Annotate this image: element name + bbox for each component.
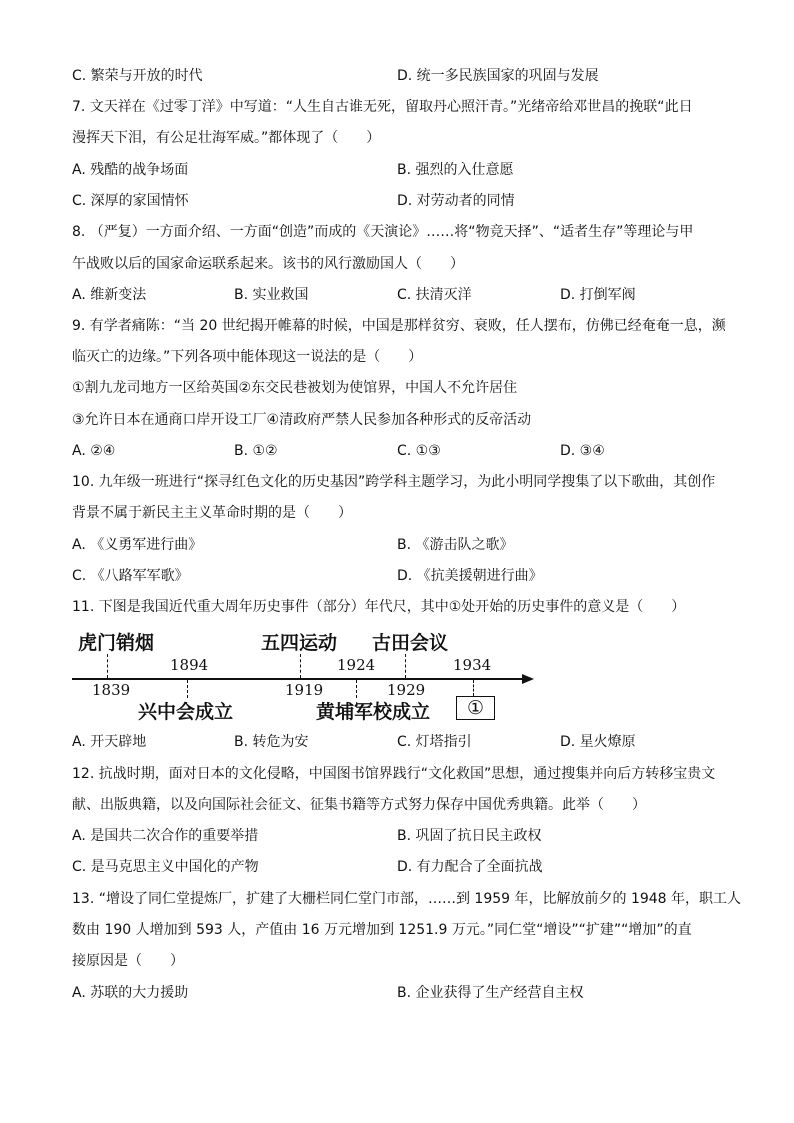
q11-option-c: C. 灯塔指引 [397,734,472,750]
q9-stem-line1: 9. 有学者痛陈：“当 20 世纪揭开帷幕的时候，中国是那样贫穷、衰败，任人摆布，仿佛已经奄奄一息，濒 [72,318,726,334]
timeline-event-gutian: 古田会议 [372,632,449,654]
q7-stem-line1: 7. 文天祥在《过零丁洋》中写道：“人生自古谁无死，留取丹心照汗青。”光绪帝给邓世昌的挽联“此日 [72,99,693,115]
q10-stem-line2: 背景不属于新民主主义革命时期的是（ ） [72,505,352,521]
timeline-axis [72,678,526,680]
q12-option-a: A. 是国共二次合作的重要举措 [72,828,259,844]
q13-option-a: A. 苏联的大力援助 [72,985,189,1001]
q7-stem-line2: 漫挥天下泪，有公足壮海军威。”都体现了（ ） [72,130,381,146]
q13-stem-line1: 13. “增设了同仁堂提炼厂，扩建了大栅栏同仁堂门市部，……到 1959 年，比解放前夕的 1948 年，职工人 [72,891,742,907]
timeline-tick-1839 [107,654,108,678]
q7-option-b: B. 强烈的入仕意愿 [397,162,514,178]
q10-stem-line1: 10. 九年级一班进行“探寻红色文化的历史基因”跨学科主题学习，为此小明同学搜集了以下歌曲，其创作 [72,474,716,490]
q12-stem-line1: 12. 抗战时期，面对日本的文化侵略，中国图书馆界践行“文化救国”思想，通过搜集并向后方转移宝贵文 [72,766,716,782]
q8-option-c: C. 扶清灭洋 [397,287,472,303]
q11-option-d: D. 星火燎原 [560,734,636,750]
q12-option-c: C. 是马克思主义中国化的产物 [72,859,259,875]
timeline-year-1934: 1934 [453,656,492,674]
q8-option-d: D. 打倒军阀 [560,287,636,303]
q9-option-d: D. ③④ [560,443,605,459]
q11-option-b: B. 转危为安 [234,734,309,750]
timeline-tick-1894 [187,680,188,698]
q9-stem-line2: 临灭亡的边缘。”下列各项中能体现这一说法的是（ ） [72,349,423,365]
timeline-year-1894: 1894 [170,656,209,674]
timeline-year-1924: 1924 [337,656,376,674]
q7-option-a: A. 残酷的战争场面 [72,162,189,178]
q12-stem-line2: 献、出版典籍，以及向国际社会征文、征集书籍等方式努力保存中国优秀典籍。此举（ ） [72,797,646,813]
q9-option-a: A. ②④ [72,443,116,459]
q13-stem-line2: 数由 190 人增加到 593 人，产值由 16 万元增加到 1251.9 万元。”同仁堂“增设”“扩建”“增加”的直 [72,922,692,938]
q12-option-d: D. 有力配合了全面抗战 [397,859,543,875]
timeline-tick-1929 [405,654,406,678]
q12-option-b: B. 巩固了抗日民主政权 [397,828,542,844]
timeline-blank-box: ① [456,696,495,720]
q13-option-b: B. 企业获得了生产经营自主权 [397,985,584,1001]
timeline-event-humen: 虎门销烟 [78,632,155,654]
q10-option-a: A. 《义勇军进行曲》 [72,537,203,553]
timeline-year-1919: 1919 [285,681,324,699]
q9-statements-line1: ①割九龙司地方一区给英国②东交民巷被划为使馆界，中国人不允许居住 [72,380,518,396]
q6-option-d: D. 统一多民族国家的巩固与发展 [397,68,599,84]
timeline-tick-1934 [473,680,474,696]
q8-option-a: A. 维新变法 [72,287,147,303]
timeline-tick-1924 [356,680,357,698]
q9-statements-line2: ③允许日本在通商口岸开设工厂④清政府严禁人民参加各种形式的反帝活动 [72,412,532,428]
q10-option-c: C. 《八路军军歌》 [72,568,189,584]
q6-option-c: C. 繁荣与开放的时代 [72,68,203,84]
q9-option-c: C. ①③ [397,443,441,459]
q8-stem-line2: 午战败以后的国家命运联系起来。该书的风行激励国人（ ） [72,256,464,272]
q7-option-d: D. 对劳动者的同情 [397,193,515,209]
timeline-arrow-icon [522,673,534,685]
timeline-year-1929: 1929 [387,681,426,699]
q7-option-c: C. 深厚的家国情怀 [72,193,189,209]
q11-option-a: A. 开天辟地 [72,734,147,750]
q13-stem-line3: 接原因是（ ） [72,953,184,969]
q8-stem-line1: 8. （严复）一方面介绍、一方面“创造”而成的《天演论》……将“物竞天择”、“适者生存”等理论与甲 [72,224,694,240]
timeline-event-whampoa: 黄埔军校成立 [316,701,431,723]
q10-option-b: B. 《游击队之歌》 [397,537,514,553]
q9-option-b: B. ①② [234,443,278,459]
timeline-event-may-fourth: 五四运动 [261,632,338,654]
timeline-tick-1919 [300,654,301,678]
q10-option-d: D. 《抗美援朝进行曲》 [397,568,543,584]
q8-option-b: B. 实业救国 [234,287,309,303]
timeline-event-xingzhonghui: 兴中会成立 [138,701,234,723]
q11-stem: 11. 下图是我国近代重大周年历史事件（部分）年代尺，其中①处开始的历史事件的意义是（ ） [72,599,686,615]
timeline-year-1839: 1839 [92,681,131,699]
